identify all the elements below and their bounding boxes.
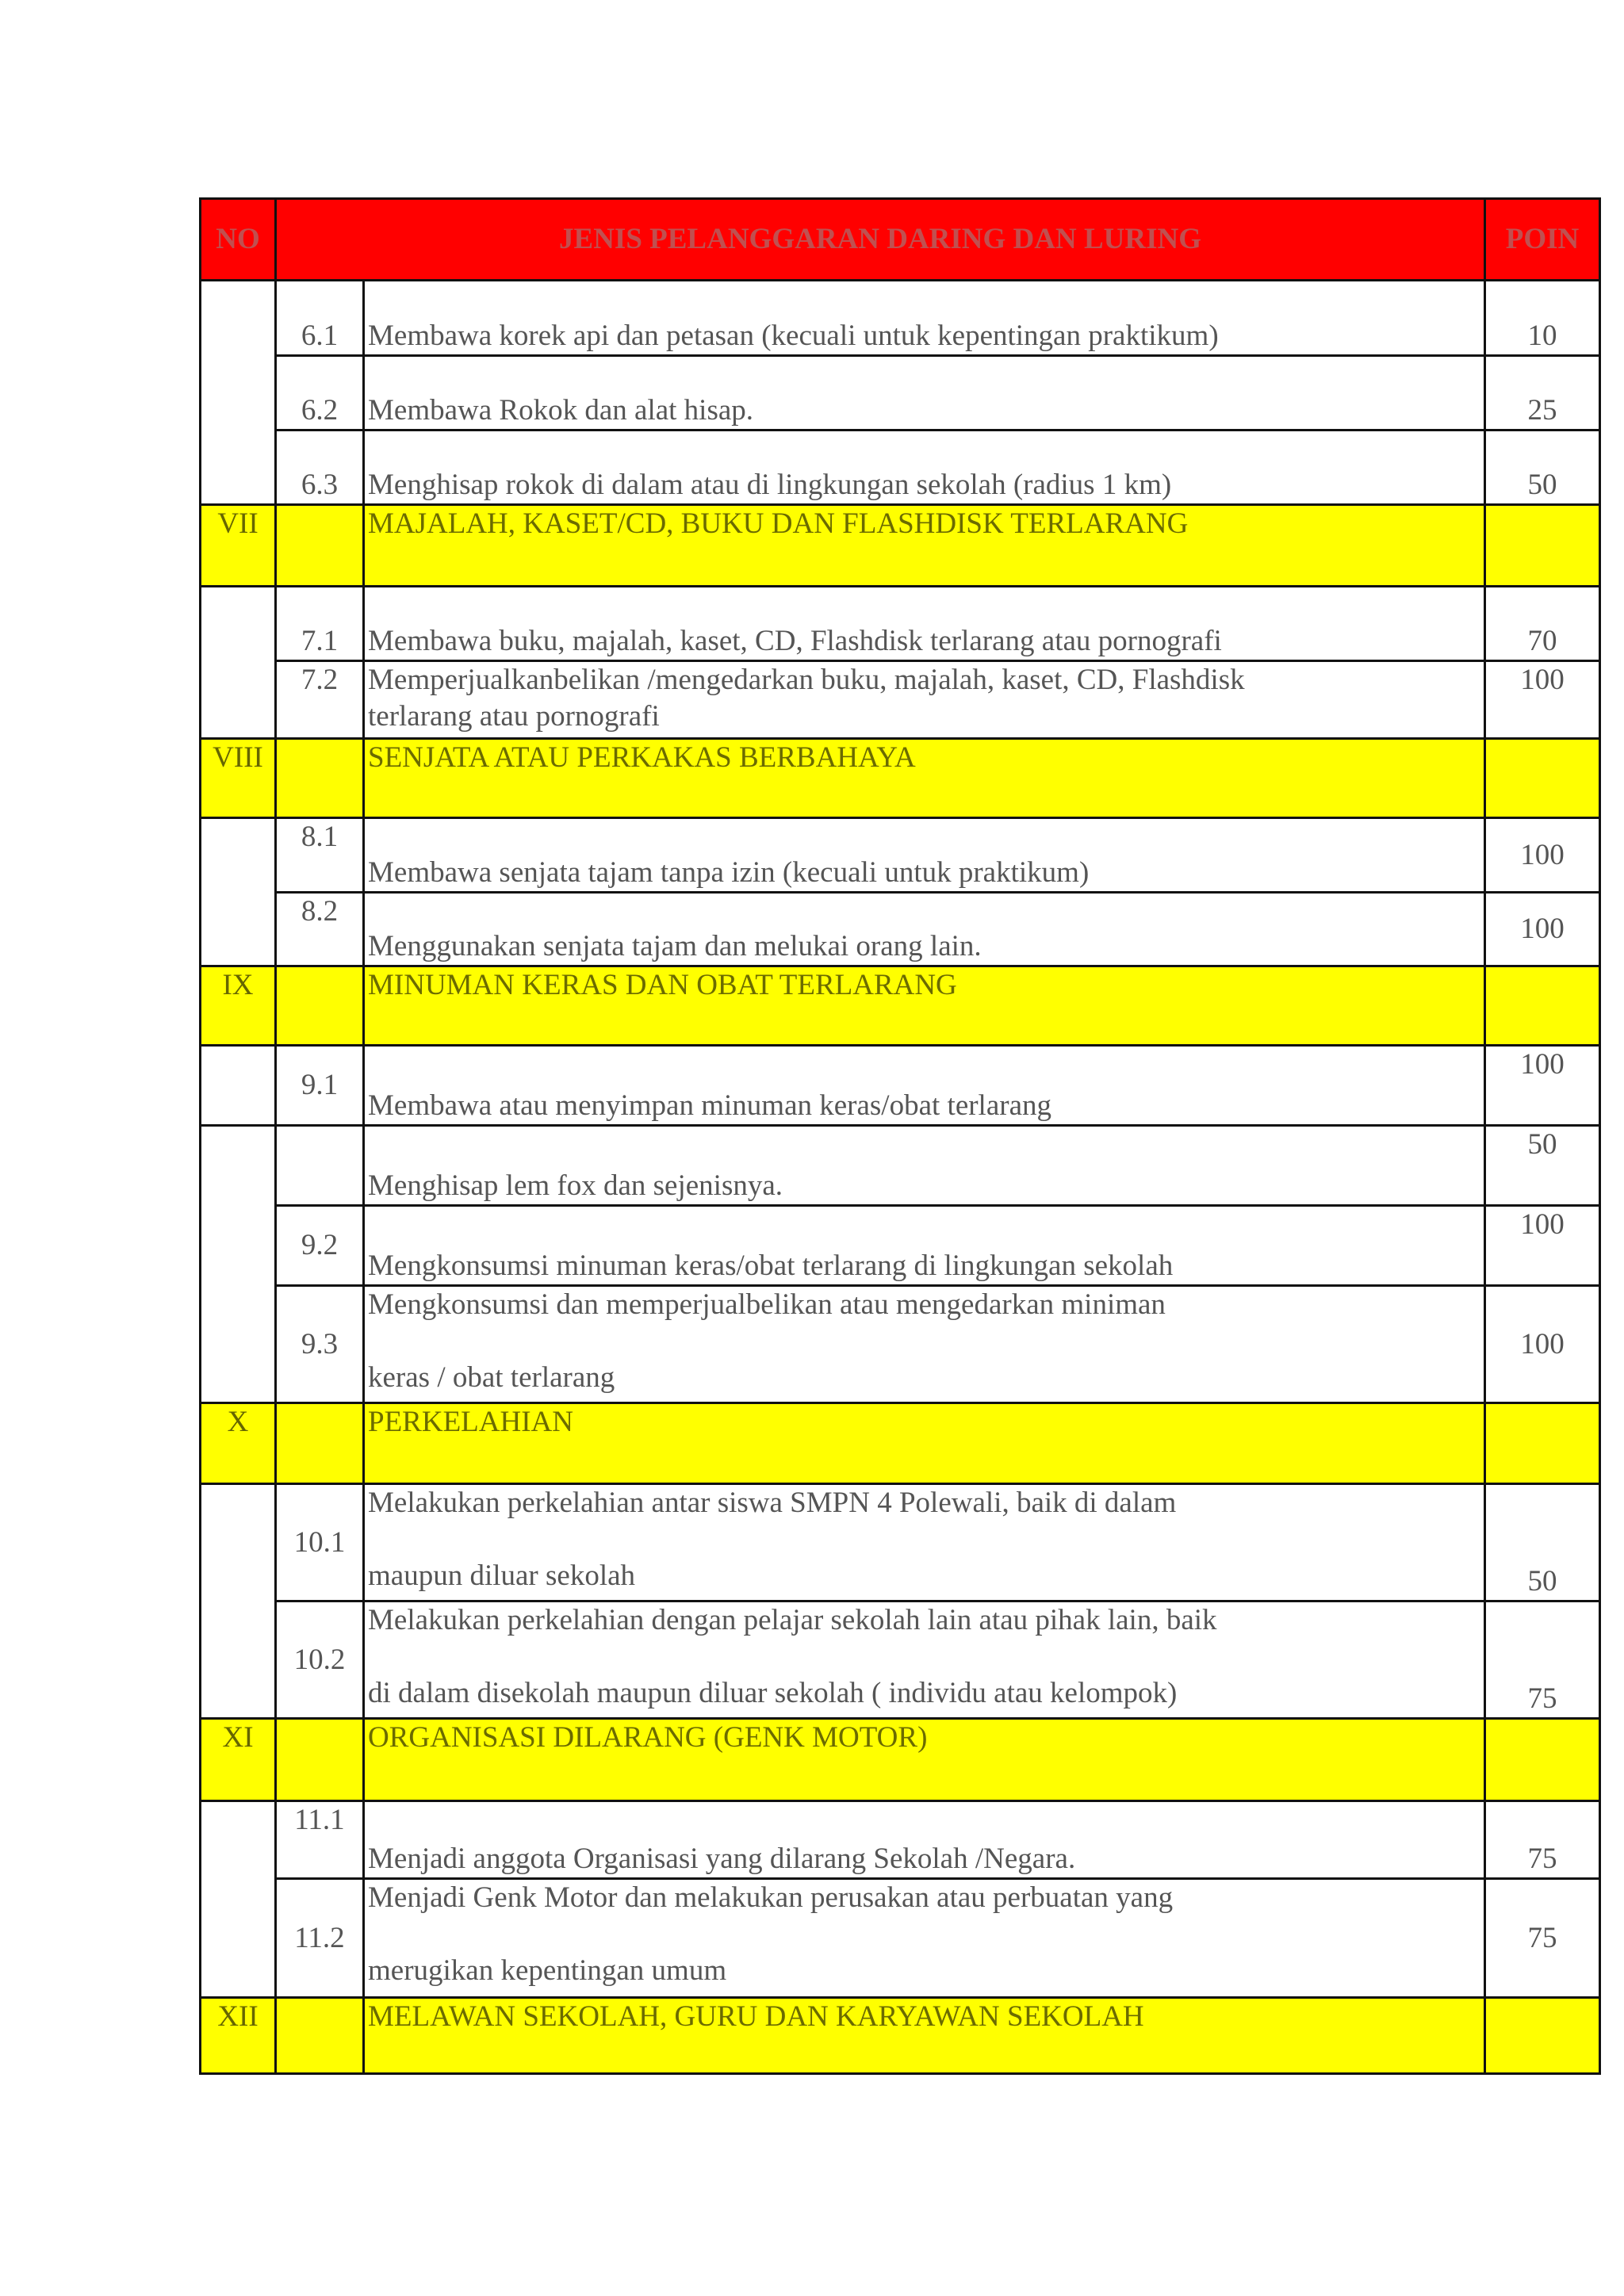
no-cell bbox=[201, 1801, 276, 1998]
table-row bbox=[201, 587, 1600, 661]
sub-number: 9.1 bbox=[276, 1046, 364, 1126]
table-row bbox=[201, 1484, 1600, 1601]
section-number: XI bbox=[201, 1719, 276, 1801]
violation-points: 25 bbox=[1485, 356, 1600, 430]
violation-points: 100 bbox=[1485, 1046, 1600, 1126]
empty-cell bbox=[1485, 505, 1600, 587]
section-row bbox=[201, 1403, 1600, 1484]
description-line: Mengkonsumsi dan memperjualbelikan atau mengedarkan miniman bbox=[368, 1288, 1166, 1321]
empty-cell bbox=[276, 739, 364, 818]
table-row bbox=[201, 356, 1600, 430]
description-line: terlarang atau pornografi bbox=[368, 700, 660, 733]
section-number: VIII bbox=[201, 739, 276, 818]
violation-description bbox=[364, 1286, 1485, 1403]
empty-cell bbox=[1485, 966, 1600, 1046]
section-number: XII bbox=[201, 1998, 276, 2074]
no-cell bbox=[201, 818, 276, 966]
sub-number: 8.2 bbox=[276, 893, 364, 966]
violation-points: 75 bbox=[1485, 1801, 1600, 1879]
table-row bbox=[201, 1601, 1600, 1719]
empty-cell bbox=[1485, 1998, 1600, 2074]
empty-cell bbox=[276, 505, 364, 587]
violation-description: Membawa Rokok dan alat hisap. bbox=[364, 356, 1485, 430]
section-number: IX bbox=[201, 966, 276, 1046]
violation-description bbox=[364, 661, 1485, 739]
empty-cell bbox=[1485, 739, 1600, 818]
section-row bbox=[201, 1719, 1600, 1801]
sub-number: 9.2 bbox=[276, 1206, 364, 1286]
violation-points: 75 bbox=[1485, 1601, 1600, 1719]
table-row bbox=[201, 661, 1600, 739]
empty-cell bbox=[1485, 1719, 1600, 1801]
section-title: MINUMAN KERAS DAN OBAT TERLARANG bbox=[364, 966, 1485, 1046]
violation-points: 50 bbox=[1485, 430, 1600, 505]
table-header-row bbox=[201, 199, 1600, 281]
description-line: merugikan kepentingan umum bbox=[368, 1954, 727, 1987]
violation-points: 100 bbox=[1485, 893, 1600, 966]
description-line: maupun diluar sekolah bbox=[368, 1559, 636, 1592]
section-number: X bbox=[201, 1403, 276, 1484]
section-row bbox=[201, 505, 1600, 587]
no-cell bbox=[201, 1126, 276, 1403]
violation-description: Menggunakan senjata tajam dan melukai orang lain. bbox=[364, 893, 1485, 966]
no-cell bbox=[201, 1046, 276, 1126]
table-row bbox=[201, 1879, 1600, 1998]
description-line: keras / obat terlarang bbox=[368, 1361, 615, 1394]
section-title: ORGANISASI DILARANG (GENK MOTOR) bbox=[364, 1719, 1485, 1801]
description-line: Memperjualkanbelikan /mengedarkan buku, majalah, kaset, CD, Flashdisk bbox=[368, 664, 1245, 696]
section-title: PERKELAHIAN bbox=[364, 1403, 1485, 1484]
violation-points: 70 bbox=[1485, 587, 1600, 661]
table-row bbox=[201, 1801, 1600, 1879]
sub-number: 6.1 bbox=[276, 281, 364, 356]
no-cell bbox=[201, 587, 276, 739]
empty-cell bbox=[276, 1403, 364, 1484]
sub-number: 6.3 bbox=[276, 430, 364, 505]
header-poin: POIN bbox=[1485, 199, 1600, 281]
table-row bbox=[201, 430, 1600, 505]
description-line: Melakukan perkelahian dengan pelajar sekolah lain atau pihak lain, baik bbox=[368, 1604, 1217, 1636]
header-no: NO bbox=[201, 199, 276, 281]
violation-points: 100 bbox=[1485, 1206, 1600, 1286]
sub-number bbox=[276, 1126, 364, 1206]
sub-number: 10.2 bbox=[276, 1601, 364, 1719]
violation-description: Menjadi anggota Organisasi yang dilarang Sekolah /Negara. bbox=[364, 1801, 1485, 1879]
sub-number: 11.2 bbox=[276, 1879, 364, 1998]
empty-cell bbox=[276, 1998, 364, 2074]
table-row bbox=[201, 1046, 1600, 1126]
section-row bbox=[201, 966, 1600, 1046]
violation-description: Membawa korek api dan petasan (kecuali untuk kepentingan praktikum) bbox=[364, 281, 1485, 356]
violation-description bbox=[364, 1601, 1485, 1719]
violation-points: 100 bbox=[1485, 1286, 1600, 1403]
sub-number: 11.1 bbox=[276, 1801, 364, 1879]
sub-number: 9.3 bbox=[276, 1286, 364, 1403]
section-title: MAJALAH, KASET/CD, BUKU DAN FLASHDISK TERLARANG bbox=[364, 505, 1485, 587]
violation-points: 100 bbox=[1485, 818, 1600, 893]
violation-points: 50 bbox=[1485, 1126, 1600, 1206]
sub-number: 7.2 bbox=[276, 661, 364, 739]
no-cell bbox=[201, 1484, 276, 1719]
sub-number: 7.1 bbox=[276, 587, 364, 661]
section-row bbox=[201, 1998, 1600, 2074]
violation-description bbox=[364, 1879, 1485, 1998]
description-line: Melakukan perkelahian antar siswa SMPN 4 Polewali, baik di dalam bbox=[368, 1487, 1177, 1519]
violation-description: Menghisap rokok di dalam atau di lingkungan sekolah (radius 1 km) bbox=[364, 430, 1485, 505]
violation-points: 100 bbox=[1485, 661, 1600, 739]
table-row bbox=[201, 1286, 1600, 1403]
table-row bbox=[201, 818, 1600, 893]
table-row bbox=[201, 893, 1600, 966]
table-row bbox=[201, 1126, 1600, 1206]
violation-description bbox=[364, 1484, 1485, 1601]
header-jenis: JENIS PELANGGARAN DARING DAN LURING bbox=[276, 199, 1485, 281]
empty-cell bbox=[276, 966, 364, 1046]
violation-description: Menghisap lem fox dan sejenisnya. bbox=[364, 1126, 1485, 1206]
empty-cell bbox=[1485, 1403, 1600, 1484]
table-row bbox=[201, 281, 1600, 356]
violation-points-table bbox=[199, 197, 1601, 2075]
table-row bbox=[201, 1206, 1600, 1286]
violation-description: Membawa buku, majalah, kaset, CD, Flashdisk terlarang atau pornografi bbox=[364, 587, 1485, 661]
sub-number: 10.1 bbox=[276, 1484, 364, 1601]
section-row bbox=[201, 739, 1600, 818]
description-line: di dalam disekolah maupun diluar sekolah ( individu atau kelompok) bbox=[368, 1677, 1178, 1709]
violation-points: 10 bbox=[1485, 281, 1600, 356]
violation-description: Membawa senjata tajam tanpa izin (kecuali untuk praktikum) bbox=[364, 818, 1485, 893]
sub-number: 8.1 bbox=[276, 818, 364, 893]
no-cell bbox=[201, 281, 276, 505]
violation-points: 75 bbox=[1485, 1879, 1600, 1998]
description-line: Menjadi Genk Motor dan melakukan perusakan atau perbuatan yang bbox=[368, 1881, 1174, 1914]
sub-number: 6.2 bbox=[276, 356, 364, 430]
section-title: MELAWAN SEKOLAH, GURU DAN KARYAWAN SEKOLAH bbox=[364, 1998, 1485, 2074]
violation-description: Membawa atau menyimpan minuman keras/obat terlarang bbox=[364, 1046, 1485, 1126]
section-number: VII bbox=[201, 505, 276, 587]
section-title: SENJATA ATAU PERKAKAS BERBAHAYA bbox=[364, 739, 1485, 818]
empty-cell bbox=[276, 1719, 364, 1801]
violation-points: 50 bbox=[1485, 1484, 1600, 1601]
violation-description: Mengkonsumsi minuman keras/obat terlarang di lingkungan sekolah bbox=[364, 1206, 1485, 1286]
